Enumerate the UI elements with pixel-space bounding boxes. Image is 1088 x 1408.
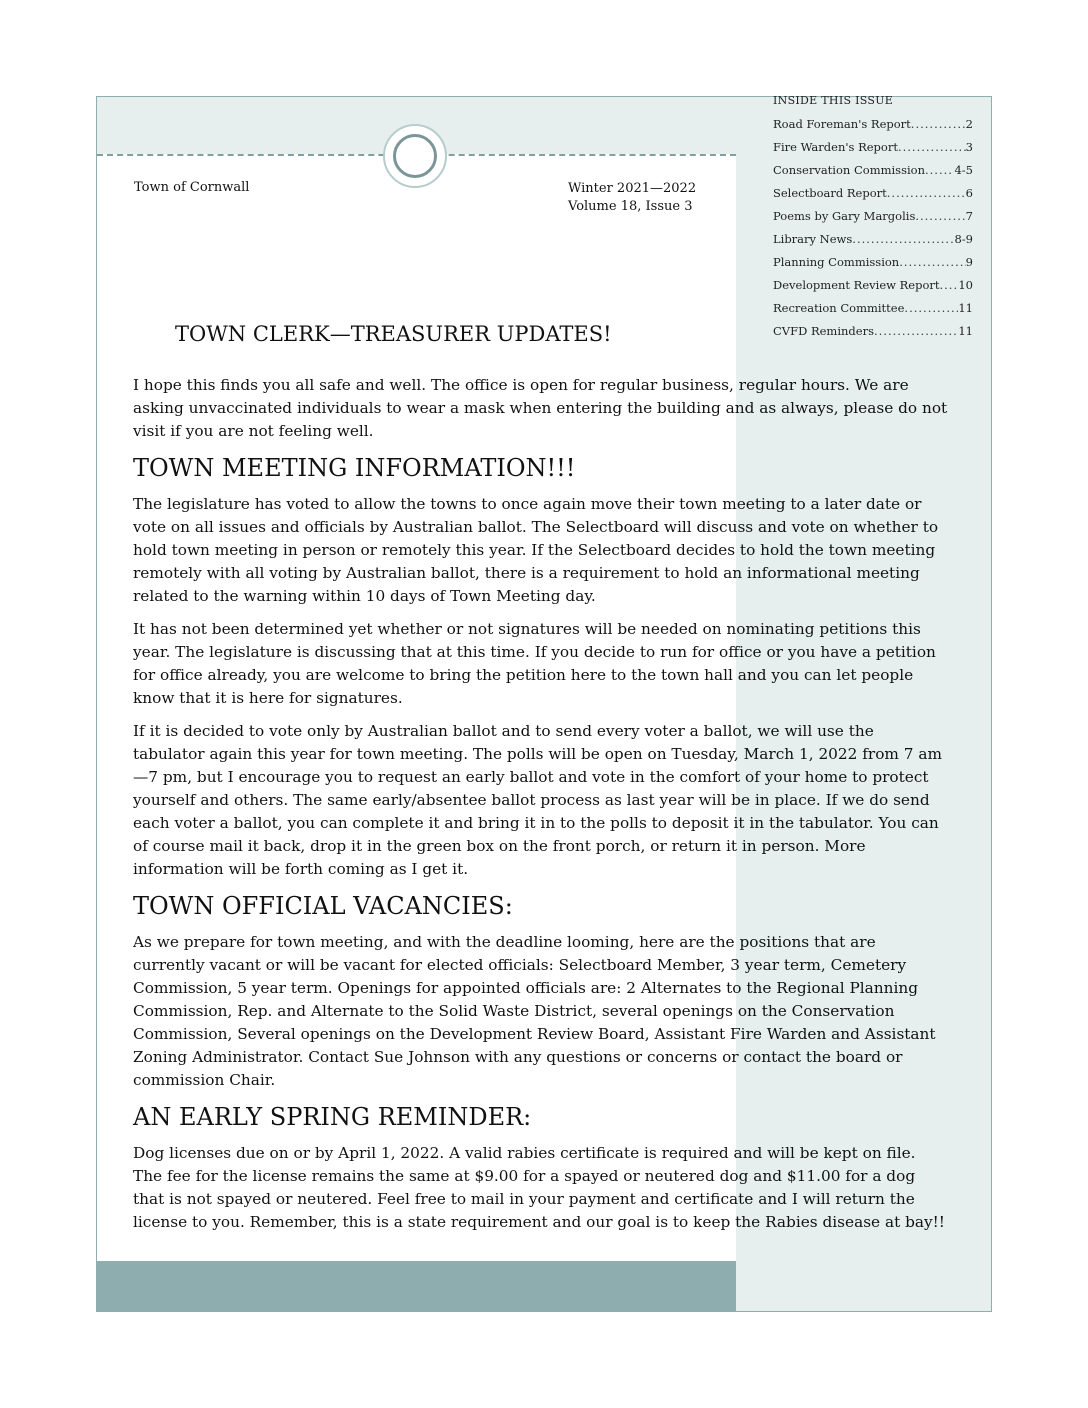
toc-item [773,117,973,140]
toc-item-label: Conservation Commission [773,163,925,177]
issue-info [568,180,696,216]
toc-item-label: Library News [773,232,853,246]
vacancies-heading: TOWN OFFICIAL VACANCIES: [133,892,513,920]
toc-item-page: 11 [958,324,973,338]
toc-leader [852,232,954,255]
toc-item-label: Selectboard Report [773,186,887,200]
toc-item [773,232,973,255]
toc-leader [911,117,966,140]
meeting-heading: TOWN MEETING INFORMATION!!! [133,454,576,482]
toc-item-page: 3 [965,140,973,154]
toc-leader [925,163,954,186]
toc-item-label: Road Foreman's Report [773,117,911,131]
meeting-paragraph-2: It has not been determined yet whether or not signatures will be needed on nominating petitions this year. The legislature is discussing that at this time. If you decide to run for office or you have a petition for office already, you are welcome to bring the petition here to the town hall and you can let people know that it is here for signatures. [133,620,936,707]
spring-heading: AN EARLY SPRING REMINDER: [133,1103,532,1131]
toc-item [773,163,973,186]
toc-item [773,278,973,301]
toc-leader [915,209,965,232]
table-of-contents [773,94,973,347]
toc-item-page: 8-9 [954,232,973,246]
spring-paragraph: Dog licenses due on or by April 1, 2022. A valid rabies certificate is required and will be kept on file. The fee for the license remains the same at $9.00 for a spayed or neutered dog and $11.00 for a dog that is not spayed or neutered. Feel free to mail in your payment and certificate and I will return the license to you. Remember, this is a state requirement and our goal is to keep the Rabies disease at bay!! [133,1144,945,1231]
toc-item-page: 9 [965,255,973,269]
toc-leader [899,255,965,278]
issue-season: Winter 2021—2022 [568,181,697,196]
toc-item-label: CVFD Reminders [773,324,874,338]
toc-item-page: 6 [965,186,973,200]
toc-heading: INSIDE THIS ISSUE [773,94,894,107]
toc-item [773,140,973,163]
toc-item [773,186,973,209]
toc-leader [940,278,959,301]
meeting-paragraph-3: If it is decided to vote only by Australian ballot and to send every voter a ballot, we will use the tabulator again this year for town meeting. The polls will be open on Tuesday, March 1, 2022 from 7 am—7 pm, but I encourage you to request an early ballot and vote in the comfort of your home to protect yourself and others. The same early/absentee ballot process as last year will be in place. If we do send each voter a ballot, you can complete it and bring it in to the polls to deposit it in the tabulator. You can of course mail it back, drop it in the green box on the front porch, or return it in person. More information will be forth coming as I get it. [133,722,943,878]
issue-volume: Volume 18, Issue 3 [568,199,693,214]
clerk-heading: TOWN CLERK—TREASURER UPDATES! [175,322,612,346]
toc-item-page: 2 [965,117,973,131]
toc-item-label: Poems by Gary Margolis [773,209,916,223]
toc-item [773,255,973,278]
toc-item-page: 11 [958,301,973,315]
toc-item [773,209,973,232]
clerk-paragraph: I hope this finds you all safe and well. The office is open for regular business, regular hours. We are asking unvaccinated individuals to wear a mask when entering the building and as always, please do not visit if you are not feeling well. [133,376,948,440]
toc-item [773,301,973,324]
toc-leader [887,186,966,209]
toc-item-page: 7 [965,209,973,223]
vacancies-paragraph: As we prepare for town meeting, and with the deadline looming, here are the positions that are currently vacant or will be vacant for elected officials: Selectboard Member, 3 year term, Cemetery Commission, 5 year term. Openings for appointed officials are: 2 Alternates to the Regional Planning Commission, Rep. and Alternate to the Solid Waste District, several openings on the Conservation Commission, Several openings on the Development Review Board, Assistant Fire Warden and Assistant Zoning Administrator. Contact Sue Johnson with any questions or concerns or contact the board or commission Chair. [133,933,936,1089]
toc-item-page: 4-5 [954,163,973,177]
toc-item-page: 10 [958,278,973,292]
toc-item-label: Development Review Report [773,278,940,292]
org-name: Town of Cornwall [134,180,250,195]
meeting-paragraph-1: The legislature has voted to allow the towns to once again move their town meeting to a later date or vote on all issues and officials by Australian ballot. The Selectboard will discuss and vote on whether to hold town meeting in person or remotely this year. If the Selectboard decides to hold the town meeting remotely with all voting by Australian ballot, there is a requirement to hold an informational meeting related to the warning within 10 days of Town Meeting day. [133,495,939,605]
toc-leader [904,301,958,324]
main-content [133,322,948,1244]
toc-item-label: Recreation Committee [773,301,905,315]
toc-item-label: Planning Commission [773,255,900,269]
toc-leader [898,140,966,163]
toc-item-label: Fire Warden's Report [773,140,898,154]
